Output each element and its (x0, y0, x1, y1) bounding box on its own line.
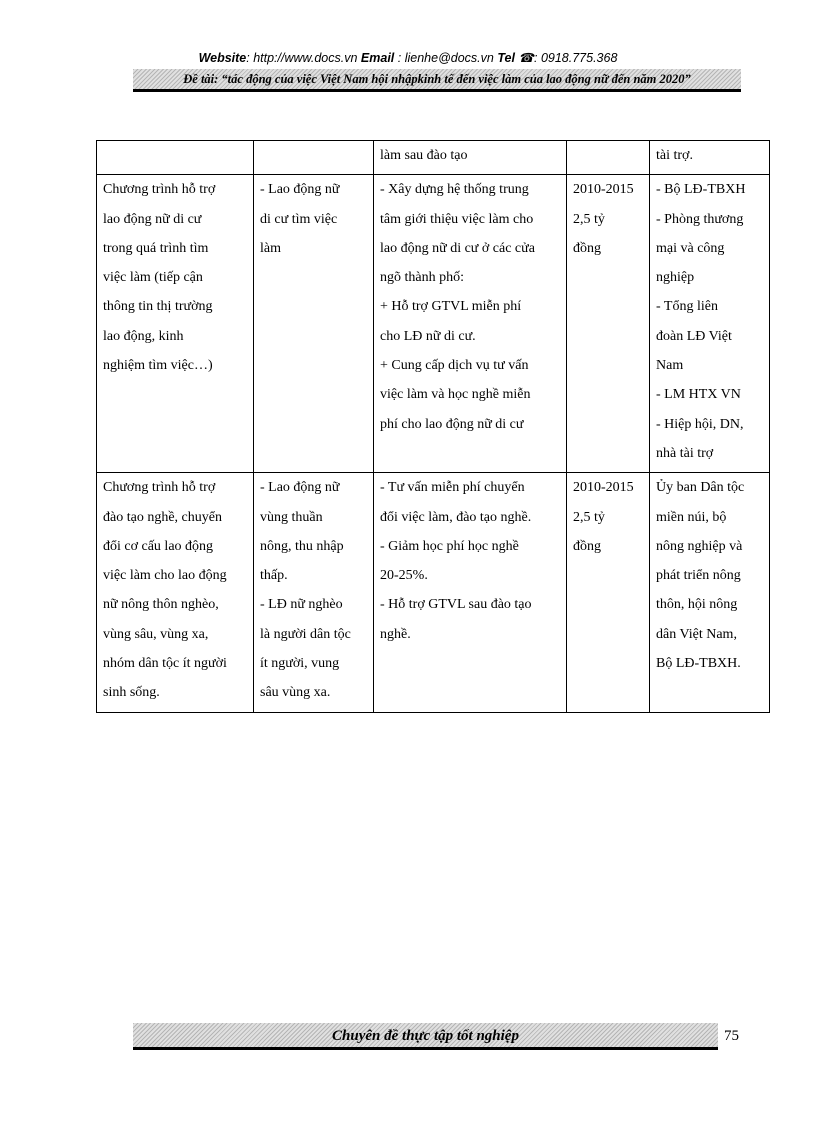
cell-line: Nam (656, 358, 684, 374)
cell-line: lao động nữ di cư ở các cửa (380, 240, 535, 256)
cell-line: - Phòng thương (656, 211, 744, 227)
cell-line: nông nghiệp và (656, 538, 743, 554)
topic-title: Đề tài: “tác động của việc Việt Nam hội nhậpkinh tế đến việc làm của lao động nữ đến năm 2020” (183, 72, 691, 86)
cell-line: nghiệp (656, 270, 695, 286)
cell-line: sâu vùng xa. (260, 685, 331, 701)
cell-line: đồng (573, 538, 601, 554)
table-row (97, 473, 770, 712)
cell-line: + Cung cấp dịch vụ tư vấn (380, 358, 529, 374)
cell-line: - LĐ nữ nghèo (260, 597, 343, 613)
cell-line: nghề. (380, 626, 411, 642)
cell-line: ít người, vung (260, 656, 340, 672)
cell-line: Bộ LĐ-TBXH. (656, 656, 741, 672)
cell-line: 2,5 tỷ (573, 211, 605, 227)
cell-line: - Giảm học phí học nghề (380, 538, 519, 554)
email-value: : lienhe@docs.vn (397, 51, 494, 65)
cell-line: 2010-2015 (573, 182, 634, 198)
cell-line: trong quá trình tìm (103, 240, 209, 256)
email-label: Email (360, 51, 395, 65)
cell-line: nữ nông thôn nghèo, (103, 597, 219, 613)
cell-line: - Bộ LĐ-TBXH (656, 182, 746, 198)
cell-line: thông tin thị trường (103, 299, 213, 315)
cell-line: Chương trình hỗ trợ (103, 182, 216, 198)
cell-line: 2010-2015 (573, 480, 634, 496)
cell-agencies (650, 473, 770, 712)
cell-line: vùng thuần (260, 509, 323, 525)
cell-line: - Tổng liên (656, 299, 718, 315)
cell-line: 20-25%. (380, 568, 428, 584)
cell-period (567, 175, 650, 473)
cell-activities (374, 141, 567, 175)
phone-icon: ☎ (518, 51, 534, 65)
cell-period (567, 473, 650, 712)
cell-line: đồng (573, 240, 601, 256)
cell-target (254, 175, 374, 473)
cell-period (567, 141, 650, 175)
cell-program (97, 473, 254, 712)
program-table-body (97, 141, 770, 713)
cell-line: Ủy ban Dân tộc (656, 480, 745, 496)
page-number: 75 (724, 1028, 739, 1044)
cell-activities (374, 473, 567, 712)
cell-line: đào tạo nghề, chuyển (103, 509, 222, 525)
cell-line: - Xây dựng hệ thống trung (380, 182, 529, 198)
cell-agencies (650, 141, 770, 175)
program-table (96, 140, 770, 713)
cell-program (97, 175, 254, 473)
cell-line: nông, thu nhập (260, 538, 344, 554)
cell-line: đổi việc làm, đào tạo nghề. (380, 509, 532, 525)
table-row (97, 175, 770, 473)
cell-line: dân Việt Nam, (656, 626, 737, 642)
cell-line: - Lao động nữ (260, 480, 340, 496)
cell-line: thôn, hội nông (656, 597, 738, 613)
table-row (97, 141, 770, 175)
cell-line: nghiệm tìm việc…) (103, 358, 213, 374)
cell-line: - LM HTX VN (656, 387, 741, 403)
cell-line: việc làm (tiếp cận (103, 270, 203, 286)
cell-line: đoàn LĐ Việt (656, 328, 732, 344)
cell-line: - Lao động nữ (260, 182, 340, 198)
cell-line: làm (260, 240, 281, 256)
cell-line: ngõ thành phố: (380, 270, 464, 286)
footer-title: Chuyên đề thực tập tốt nghiệp (332, 1028, 519, 1044)
cell-line: việc làm và học nghề miễn (380, 387, 531, 403)
cell-line: - Hỗ trợ GTVL sau đào tạo (380, 597, 532, 613)
cell-line: là người dân tộc (260, 626, 351, 642)
cell-line: việc làm cho lao động (103, 568, 227, 584)
website-label: Website (198, 51, 247, 65)
cell-line: đổi cơ cấu lao động (103, 538, 214, 554)
cell-line: thấp. (260, 568, 288, 584)
cell-activities (374, 175, 567, 473)
cell-line: + Hỗ trợ GTVL miễn phí (380, 299, 522, 315)
cell-target (254, 141, 374, 175)
cell-line: - Tư vấn miễn phí chuyển (380, 480, 525, 496)
tel-value: : 0918.775.368 (534, 51, 618, 65)
topic-banner (133, 69, 741, 92)
cell-program (97, 141, 254, 175)
cell-line: phí cho lao động nữ di cư (380, 416, 524, 432)
cell-line: lao động, kinh (103, 328, 184, 344)
cell-target (254, 473, 374, 712)
cell-line: tài trợ. (656, 148, 693, 163)
header-contact-line (0, 50, 816, 66)
cell-line: sinh sống. (103, 685, 160, 701)
cell-line: 2,5 tỷ (573, 509, 605, 525)
cell-line: lao động nữ di cư (103, 211, 202, 227)
cell-line: vùng sâu, vùng xa, (103, 626, 209, 642)
cell-line: phát triển nông (656, 568, 741, 584)
cell-line: nhóm dân tộc ít người (103, 656, 227, 672)
cell-line: miền núi, bộ (656, 509, 727, 525)
cell-line: di cư tìm việc (260, 211, 338, 227)
cell-line: nhà tài trợ (656, 445, 714, 461)
tel-label: Tel (497, 51, 515, 65)
cell-line: cho LĐ nữ di cư. (380, 328, 476, 344)
footer-banner (133, 1023, 718, 1050)
cell-line: tâm giới thiệu việc làm cho (380, 211, 534, 227)
cell-agencies (650, 175, 770, 473)
cell-line: - Hiệp hội, DN, (656, 416, 744, 432)
cell-line: làm sau đào tạo (380, 148, 468, 163)
cell-line: Chương trình hỗ trợ (103, 480, 216, 496)
website-value: : http://www.docs.vn (246, 51, 358, 65)
cell-line: mại và công (656, 240, 725, 256)
